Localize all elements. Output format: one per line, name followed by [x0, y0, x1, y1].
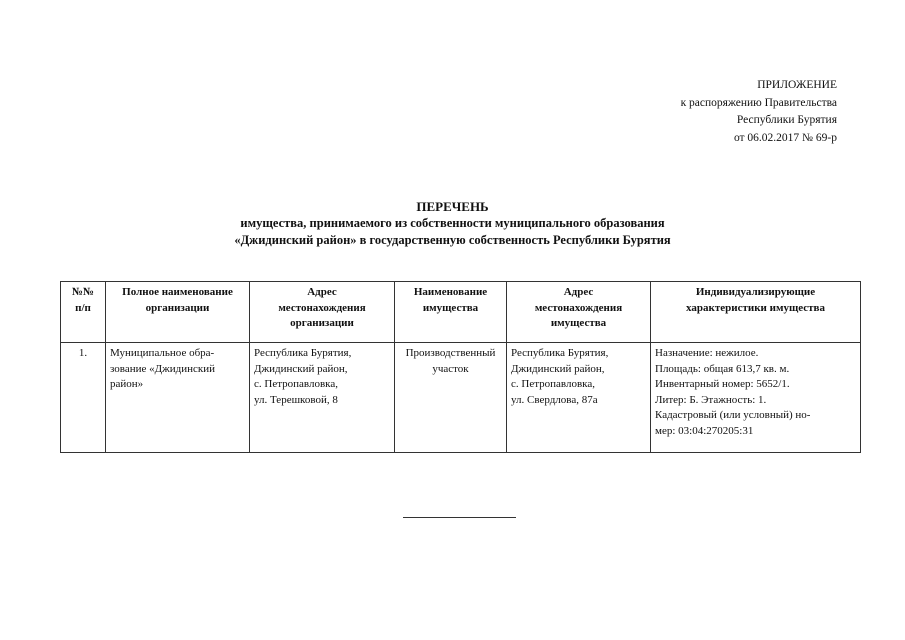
header-org-address: Адрес местонахождения организации: [250, 282, 395, 343]
document-title: [0, 198, 905, 249]
table-header-row: [61, 282, 861, 343]
appendix-title: ПРИЛОЖЕНИЕ: [757, 79, 837, 91]
cell-org-name: Муниципальное обра- зование «Джидинский район»: [106, 343, 250, 453]
title-line-3: «Джидинский район» в государственную собственность Республики Бурятия: [234, 233, 671, 247]
cell-number: 1.: [61, 343, 106, 453]
cell-property-name: Производственный участок: [395, 343, 507, 453]
appendix-block: [681, 77, 837, 147]
header-property-name: Наименование имущества: [395, 282, 507, 343]
appendix-date-number: от 06.02.2017 № 69-р: [733, 131, 837, 144]
header-characteristics: Индивидуализирующие характеристики имущества: [651, 282, 861, 343]
cell-org-address: Республика Бурятия, Джидинский район, с. Петропавловка, ул. Терешковой, 8: [250, 343, 395, 453]
closing-rule-line: [403, 517, 516, 518]
cell-characteristics: Назначение: нежилое. Площадь: общая 613,7 кв. м. Инвентарный номер: 5652/1. Литер: Б. Этажность: 1. Кадастровый (или условный) но- мер: 03:04:270205:31: [651, 343, 861, 453]
appendix-reference: к распоряжению Правительства: [680, 96, 837, 109]
header-property-address: Адрес местонахождения имущества: [507, 282, 651, 343]
header-org-name: Полное наименование организации: [106, 282, 250, 343]
cell-property-address: Республика Бурятия, Джидинский район, с. Петропавловка, ул. Свердлова, 87а: [507, 343, 651, 453]
title-line-2: имущества, принимаемого из собственности муниципального образования: [240, 216, 665, 230]
title-heading: ПЕРЕЧЕНЬ: [416, 199, 489, 214]
table-row: [61, 343, 861, 453]
header-number: №№ п/п: [61, 282, 106, 343]
property-table: [60, 281, 861, 453]
appendix-government: Республики Бурятия: [736, 114, 837, 126]
